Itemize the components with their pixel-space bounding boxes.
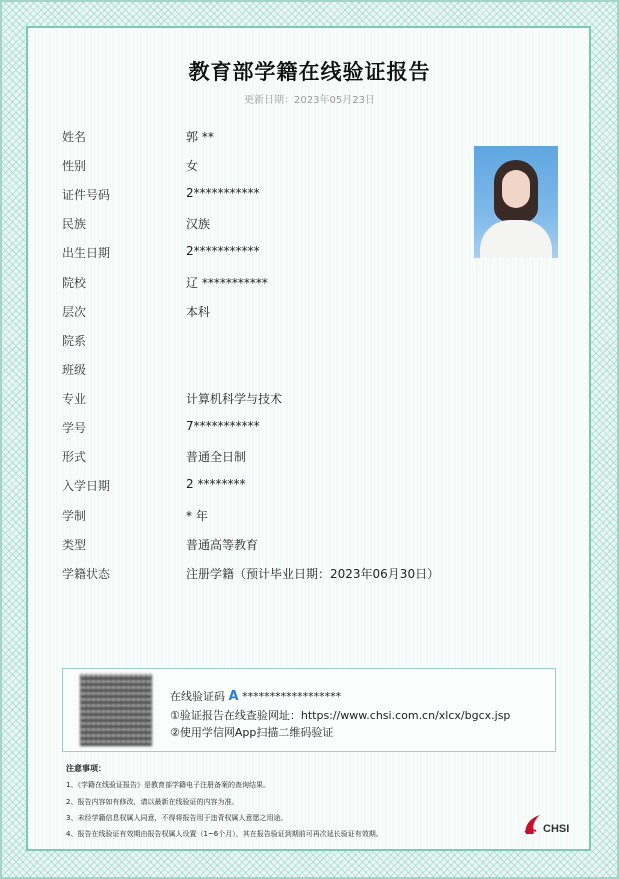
field-label-major: 专业 (62, 392, 87, 406)
field-label-class: 班级 (62, 363, 87, 377)
field-label-department: 院系 (62, 334, 87, 348)
notes-title: 注意事项： (66, 764, 106, 773)
field-value-school: 辽 *********** (186, 276, 268, 290)
verification-code-prefix: A (228, 689, 239, 704)
field-value-status: 注册学籍（预计毕业日期：2023年06月30日） (186, 567, 440, 581)
field-label-study-mode: 形式 (62, 450, 87, 464)
field-value-type: 普通高等教育 (186, 538, 259, 552)
field-label-id-number: 证件号码 (62, 188, 111, 202)
chsi-logo-text: CHSI (543, 823, 570, 835)
field-label-ethnicity: 民族 (62, 217, 87, 231)
field-label-status: 学籍状态 (62, 567, 111, 581)
field-label-duration: 学制 (62, 509, 87, 523)
field-value-birth-date: 2*********** (186, 244, 260, 258)
field-label-level: 层次 (62, 305, 87, 319)
update-date: 更新日期：2023年05月23日 (244, 95, 375, 106)
note-item: 1、《学籍在线验证报告》是教育部学籍电子注册备案的查询结果。 (66, 781, 270, 789)
verification-url-line[interactable]: ①验证报告在线查验网址：https://www.chsi.com.cn/xlcx/bgcx.jsp (170, 709, 511, 722)
field-value-level: 本科 (186, 305, 211, 319)
verification-code-value: ****************** (242, 690, 342, 703)
student-photo (474, 146, 558, 258)
field-label-school: 院校 (62, 276, 87, 290)
note-item: 4、报告在线验证有效期由报告权属人设置（1~6个月），其在报告验证到期前可再次延长验证有效期。 (66, 830, 383, 838)
report-title: 教育部学籍在线验证报告 (188, 60, 431, 84)
field-label-enrollment-date: 入学日期 (62, 479, 111, 493)
qr-code[interactable] (80, 674, 152, 746)
verification-code-label: 在线验证码 (170, 690, 225, 703)
field-value-duration: * 年 (186, 509, 208, 523)
field-label-name: 姓名 (62, 130, 87, 144)
field-value-major: 计算机科学与技术 (186, 392, 283, 406)
note-item: 3、未经学籍信息权属人同意，不得将报告用于违背权属人意愿之用途。 (66, 814, 288, 822)
verification-app-line: ②使用学信网App扫描二维码验证 (170, 726, 334, 739)
note-item: 2、报告内容如有修改，请以最新在线验证的内容为准。 (66, 798, 239, 806)
field-label-gender: 性别 (62, 159, 87, 173)
field-value-id-number: 2*********** (186, 186, 260, 200)
field-label-student-number: 学号 (62, 421, 87, 435)
field-value-enrollment-date: 2 ******** (186, 477, 246, 491)
field-label-birth-date: 出生日期 (62, 246, 111, 260)
photo-face (502, 170, 530, 208)
field-value-gender: 女 (186, 159, 199, 173)
field-value-name: 郭 ** (186, 130, 214, 144)
field-value-study-mode: 普通全日制 (186, 450, 247, 464)
chsi-logo-icon (522, 812, 544, 836)
field-label-type: 类型 (62, 538, 87, 552)
field-value-ethnicity: 汉族 (186, 217, 211, 231)
photo-body (480, 220, 552, 258)
field-value-student-number: 7*********** (186, 419, 260, 433)
verification-code-line (170, 688, 341, 704)
